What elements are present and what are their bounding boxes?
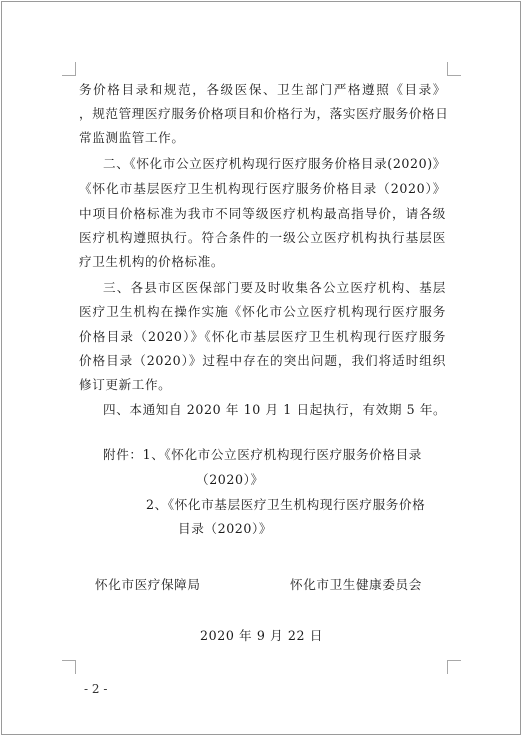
body-line: ，规范管理医疗服务价格项目和价格行为，落实医疗服务价格日 [79,106,449,121]
body-line: 医疗卫生机构在操作实施《怀化市公立医疗机构现行医疗服务 [79,304,446,319]
body-line: 中项目价格标准为我市不同等级医疗机构最高指导价，请各级 [79,206,446,221]
attachment-1: 附件：1、《怀化市公立医疗机构现行医疗服务价格目录 [103,447,422,462]
page-number: - 2 - [84,682,108,696]
issue-date: 2020 年 9 月 22 日 [200,628,323,643]
body-line: 价格目录（2020）》过程中存在的突出问题，我们将适时组织 [79,353,446,368]
signature-right: 怀化市卫生健康委员会 [290,577,422,592]
paragraph-3-start: 三、各县市区医保部门要及时收集各公立医疗机构、基层 [103,280,446,295]
body-line: 疗卫生机构的价格标准。 [79,254,225,269]
attachment-2-cont: 目录（2020）》 [178,521,273,536]
crop-mark-top-left [62,62,76,76]
crop-mark-top-right [447,62,461,76]
signature-left: 怀化市医疗保障局 [95,577,201,592]
attachment-2: 2、《怀化市基层医疗卫生机构现行医疗服务价格 [146,497,426,512]
body-line: 常监测监管工作。 [79,130,185,145]
body-line: 价格目录（2020）》《怀化市基层医疗卫生机构现行医疗服务 [79,329,446,344]
crop-mark-bottom-right [447,660,461,674]
attachment-1-cont: （2020）》 [196,472,264,487]
paragraph-4: 四、本通知自 2020 年 10 月 1 日起执行，有效期 5 年。 [103,402,447,417]
body-line: 务价格目录和规范，各级医保、卫生部门严格遵照《目录》 [79,82,446,97]
body-line: 医疗机构遵照执行。符合条件的一级公立医疗机构执行基层医 [79,230,446,245]
paragraph-2-start: 二、《怀化市公立医疗机构现行医疗服务价格目录(2020)》 [103,156,446,171]
body-line: 修订更新工作。 [79,377,172,392]
crop-mark-bottom-left [62,660,76,674]
body-line: 《怀化市基层医疗卫生机构现行医疗服务价格目录（2020）》 [79,181,446,196]
